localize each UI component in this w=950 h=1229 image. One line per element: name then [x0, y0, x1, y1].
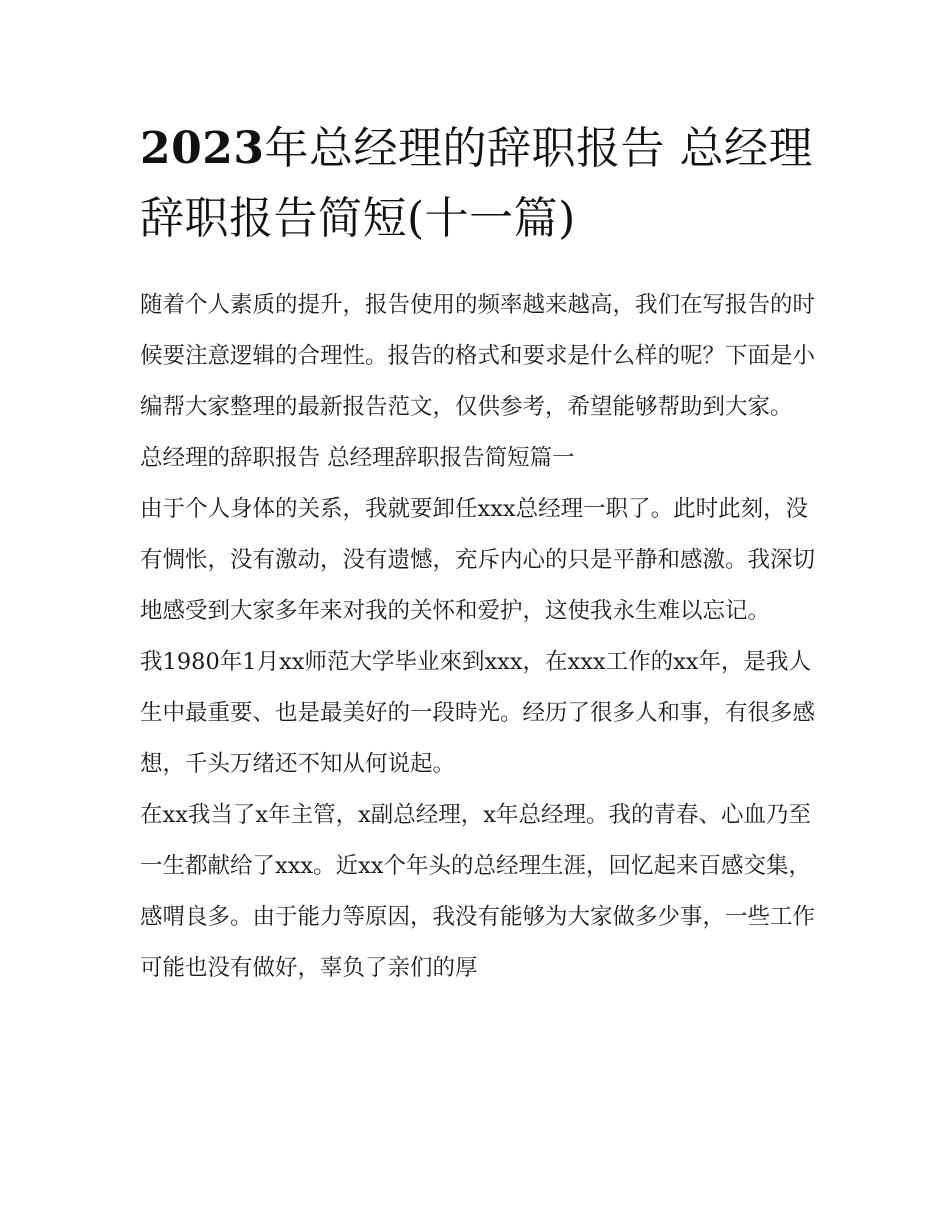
section-heading: 总经理的辞职报告 总经理辞职报告简短篇一: [140, 445, 575, 471]
body-paragraph-2: 我1980年1月xx师范大学毕业來到xxx，在xxx工作的xx年，是我人生中最重要、也是最美好的一段時光。经历了很多人和事，有很多感想，千头万绪还不知从何说起。: [140, 649, 816, 777]
body-paragraph-3: 在xx我当了x年主管，x副总经理，x年总经理。我的青春、心血乃至一生都献给了xxx。近xx个年头的总经理生涯，回忆起来百感交集，感喟良多。由于能力等原因，我没有能够为大家做多少事，一些工作可能也没有做好，辜负了亲们的厚: [140, 802, 816, 981]
document-title: [140, 114, 820, 254]
body-paragraph-1: 由于个人身体的关系，我就要卸任xxx总经理一职了。此时此刻，没有惆怅，没有激动，没有遗憾，充斥内心的只是平静和感激。我深切地感受到大家多年来对我的关怀和爱护，这使我永生难以忘记。: [140, 496, 816, 624]
title-year: 2023: [140, 123, 265, 174]
document-body: [140, 280, 816, 994]
intro-paragraph: 随着个人素质的提升，报告使用的频率越来越高，我们在写报告的时候要注意逻辑的合理性。报告的格式和要求是什么样的呢？下面是小编帮大家整理的最新报告范文，仅供参考，希望能够帮助到大家。: [140, 292, 816, 420]
title-text: 年总经理的辞职报告 总经理辞职报告简短(十一篇): [140, 123, 813, 244]
